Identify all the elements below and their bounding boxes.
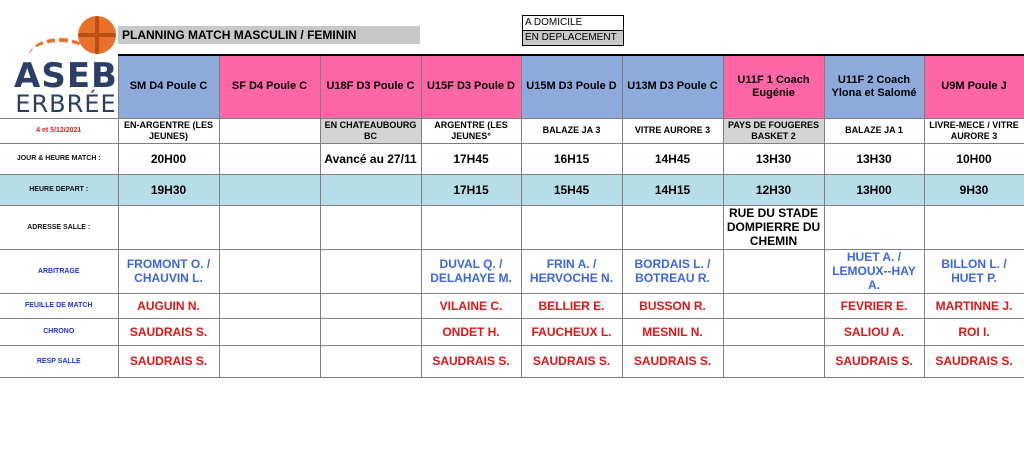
page-title: PLANNING MATCH MASCULIN / FEMININ [118, 26, 420, 44]
team-header-row [0, 55, 1024, 118]
team-header: U18F D3 Poule C [320, 55, 421, 118]
scoresheet-cell [320, 293, 421, 318]
match-time-cell: 20H00 [118, 143, 219, 174]
match-time-cell: 10H00 [924, 143, 1024, 174]
departure-cell: 13H00 [824, 174, 924, 205]
address-cell [521, 205, 622, 249]
opponent-cell: PAYS DE FOUGERES BASKET 2 [723, 118, 824, 143]
team-header: U15F D3 Poule D [421, 55, 521, 118]
opponent-cell: ARGENTRE (LES JEUNES° [421, 118, 521, 143]
departure-cell: 9H30 [924, 174, 1024, 205]
team-header: U11F 2 Coach Ylona et Salomé [824, 55, 924, 118]
hall-manager-cell [320, 345, 421, 377]
scoresheet-cell: MARTINNE J. [924, 293, 1024, 318]
referee-cell: HUET A. / LEMOUX--HAY A. [824, 249, 924, 293]
chrono-cell: FAUCHEUX L. [521, 318, 622, 345]
scoresheet-cell [219, 293, 320, 318]
hall-manager-cell: SAUDRAIS S. [924, 345, 1024, 377]
departure-cell: 17H15 [421, 174, 521, 205]
scoresheet-cell [723, 293, 824, 318]
hall-manager-cell [723, 345, 824, 377]
address-row [0, 205, 1024, 249]
team-header: U9M Poule J [924, 55, 1024, 118]
departure-row [0, 174, 1024, 205]
team-header: SM D4 Poule C [118, 55, 219, 118]
match-time-cell: 13H30 [824, 143, 924, 174]
opponent-row [0, 118, 1024, 143]
row-label: JOUR & HEURE MATCH : [0, 143, 118, 174]
chrono-cell: ROI I. [924, 318, 1024, 345]
match-time-cell: 14H45 [622, 143, 723, 174]
team-header: U15M D3 Poule D [521, 55, 622, 118]
hall-manager-cell [219, 345, 320, 377]
referee-cell: FRIN A. / HERVOCHE N. [521, 249, 622, 293]
referee-cell: BORDAIS L. / BOTREAU R. [622, 249, 723, 293]
referee-cell [723, 249, 824, 293]
departure-cell: 19H30 [118, 174, 219, 205]
departure-cell [320, 174, 421, 205]
scoresheet-cell: BUSSON R. [622, 293, 723, 318]
chrono-cell [320, 318, 421, 345]
address-cell: RUE DU STADE DOMPIERRE DU CHEMIN [723, 205, 824, 249]
legend-box [522, 15, 624, 46]
opponent-cell [219, 118, 320, 143]
match-time-row [0, 143, 1024, 174]
chrono-cell: ONDET H. [421, 318, 521, 345]
chrono-cell [219, 318, 320, 345]
legend-home: A DOMICILE [523, 16, 623, 31]
chrono-cell: SAUDRAIS S. [118, 318, 219, 345]
row-label: RESP SALLE [0, 345, 118, 377]
chrono-cell: SALIOU A. [824, 318, 924, 345]
address-cell [320, 205, 421, 249]
chrono-row [0, 318, 1024, 345]
opponent-cell: BALAZE JA 1 [824, 118, 924, 143]
row-label: ADRESSE SALLE : [0, 205, 118, 249]
match-time-cell: 17H45 [421, 143, 521, 174]
address-cell [219, 205, 320, 249]
opponent-cell: BALAZE JA 3 [521, 118, 622, 143]
referee-cell: FROMONT O. / CHAUVIN L. [118, 249, 219, 293]
referee-cell [320, 249, 421, 293]
address-cell [824, 205, 924, 249]
row-label: FEUILLE DE MATCH [0, 293, 118, 318]
scoresheet-row [0, 293, 1024, 318]
match-time-cell: Avancé au 27/11 [320, 143, 421, 174]
row-label: CHRONO [0, 318, 118, 345]
chrono-cell [723, 318, 824, 345]
opponent-cell: LIVRE-MECE / VITRE AURORE 3 [924, 118, 1024, 143]
logo-subtext: ERBRÉE [15, 90, 117, 118]
address-cell [421, 205, 521, 249]
row-label: HEURE DEPART : [0, 174, 118, 205]
schedule-table [0, 54, 1024, 378]
departure-cell: 14H15 [622, 174, 723, 205]
departure-cell: 12H30 [723, 174, 824, 205]
match-date: 4 et 5/12/2021 [0, 118, 118, 143]
departure-cell [219, 174, 320, 205]
address-cell [622, 205, 723, 249]
hall-manager-cell: SAUDRAIS S. [521, 345, 622, 377]
departure-cell: 15H45 [521, 174, 622, 205]
match-time-cell: 16H15 [521, 143, 622, 174]
referee-cell [219, 249, 320, 293]
hall-manager-cell: SAUDRAIS S. [118, 345, 219, 377]
address-cell [924, 205, 1024, 249]
logo-text: ASEB [14, 56, 118, 96]
row-label: ARBITRAGE [0, 249, 118, 293]
opponent-cell: EN-ARGENTRE (LES JEUNES) [118, 118, 219, 143]
opponent-cell: VITRE AURORE 3 [622, 118, 723, 143]
scoresheet-cell: BELLIER E. [521, 293, 622, 318]
hall-manager-cell: SAUDRAIS S. [824, 345, 924, 377]
hall-manager-cell: SAUDRAIS S. [622, 345, 723, 377]
chrono-cell: MESNIL N. [622, 318, 723, 345]
address-cell [118, 205, 219, 249]
opponent-cell: EN CHATEAUBOURG BC [320, 118, 421, 143]
scoresheet-cell: VILAINE C. [421, 293, 521, 318]
team-header: SF D4 Poule C [219, 55, 320, 118]
team-header: U11F 1 Coach Eugénie [723, 55, 824, 118]
match-time-cell [219, 143, 320, 174]
team-header: U13M D3 Poule C [622, 55, 723, 118]
scoresheet-cell: FEVRIER E. [824, 293, 924, 318]
hall-manager-cell: SAUDRAIS S. [421, 345, 521, 377]
scoresheet-cell: AUGUIN N. [118, 293, 219, 318]
hall-manager-row [0, 345, 1024, 377]
match-time-cell: 13H30 [723, 143, 824, 174]
referee-row [0, 249, 1024, 293]
legend-away: EN DEPLACEMENT [523, 31, 623, 45]
referee-cell: DUVAL Q. / DELAHAYE M. [421, 249, 521, 293]
referee-cell: BILLON L. / HUET P. [924, 249, 1024, 293]
